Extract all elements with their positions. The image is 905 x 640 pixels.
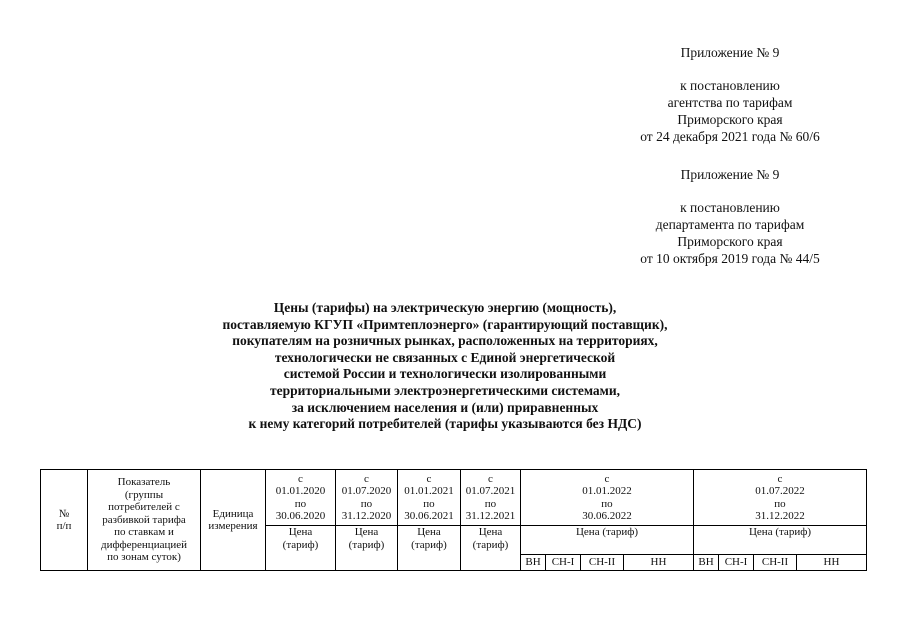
voltage-level: СН-I [546,555,581,571]
voltage-level: СН-II [754,555,797,571]
voltage-level: НН [624,555,694,571]
title-line: Цены (тарифы) на электрическую энергию (мощность), [273,300,617,315]
appendix-line: к постановлению [680,78,780,93]
appendix-line: департамента по тарифам [655,217,805,232]
period-header: с 01.01.2020 по 30.06.2020 [266,470,336,526]
period-header: с 01.01.2022 по 30.06.2022 [521,470,694,526]
appendix-header-current [600,44,860,145]
price-label: Цена (тариф) [398,526,461,571]
title-line: территориальными электроэнергетическими системами, [269,382,621,398]
appendix-title: Приложение № 9 [680,45,780,60]
voltage-level: СН-I [719,555,754,571]
appendix-line: Приморского края [677,112,783,127]
period-header: с 01.07.2021 по 31.12.2021 [461,470,521,526]
header-indicator: Показатель (группы потребителей с разбивкой тарифа по ставкам и дифференциацией по зонам суток) [88,470,201,571]
price-label: Цена (тариф) [336,526,398,571]
price-label-wide: Цена (тариф) [694,526,867,555]
tariff-table [40,469,867,571]
price-label: Цена (тариф) [461,526,521,571]
voltage-level: ВН [521,555,546,571]
title-line: системой России и технологически изолированными [283,366,607,382]
price-label-wide: Цена (тариф) [521,526,694,555]
appendix-title: Приложение № 9 [680,167,780,182]
appendix-header-original [600,166,860,267]
appendix-line: к постановлению [680,200,780,215]
title-line: покупателям на розничных рынках, расположенных на территориях, [232,333,658,349]
title-line: за исключением населения и (или) приравненных [291,399,599,415]
header-unit: Единица измерения [201,470,266,571]
title-line: технологически не связанных с Единой энергетической [274,349,616,365]
appendix-line: агентства по тарифам [667,95,793,110]
voltage-level: ВН [694,555,719,571]
title-line: поставляемую КГУП «Примтеплоэнерго» (гарантирующий поставщик), [222,316,668,332]
title-line: к нему категорий потребителей (тарифы указываются без НДС) [248,416,642,432]
price-label: Цена (тариф) [266,526,336,571]
voltage-level: СН-II [581,555,624,571]
document-title [195,300,695,433]
header-row-number: № п/п [41,470,88,571]
period-header: с 01.01.2021 по 30.06.2021 [398,470,461,526]
appendix-line: от 24 декабря 2021 года № 60/6 [640,129,820,144]
appendix-line: от 10 октября 2019 года № 44/5 [640,251,820,266]
voltage-level: НН [797,555,867,571]
appendix-line: Приморского края [677,234,783,249]
period-header: с 01.07.2020 по 31.12.2020 [336,470,398,526]
period-header: с 01.07.2022 по 31.12.2022 [694,470,867,526]
